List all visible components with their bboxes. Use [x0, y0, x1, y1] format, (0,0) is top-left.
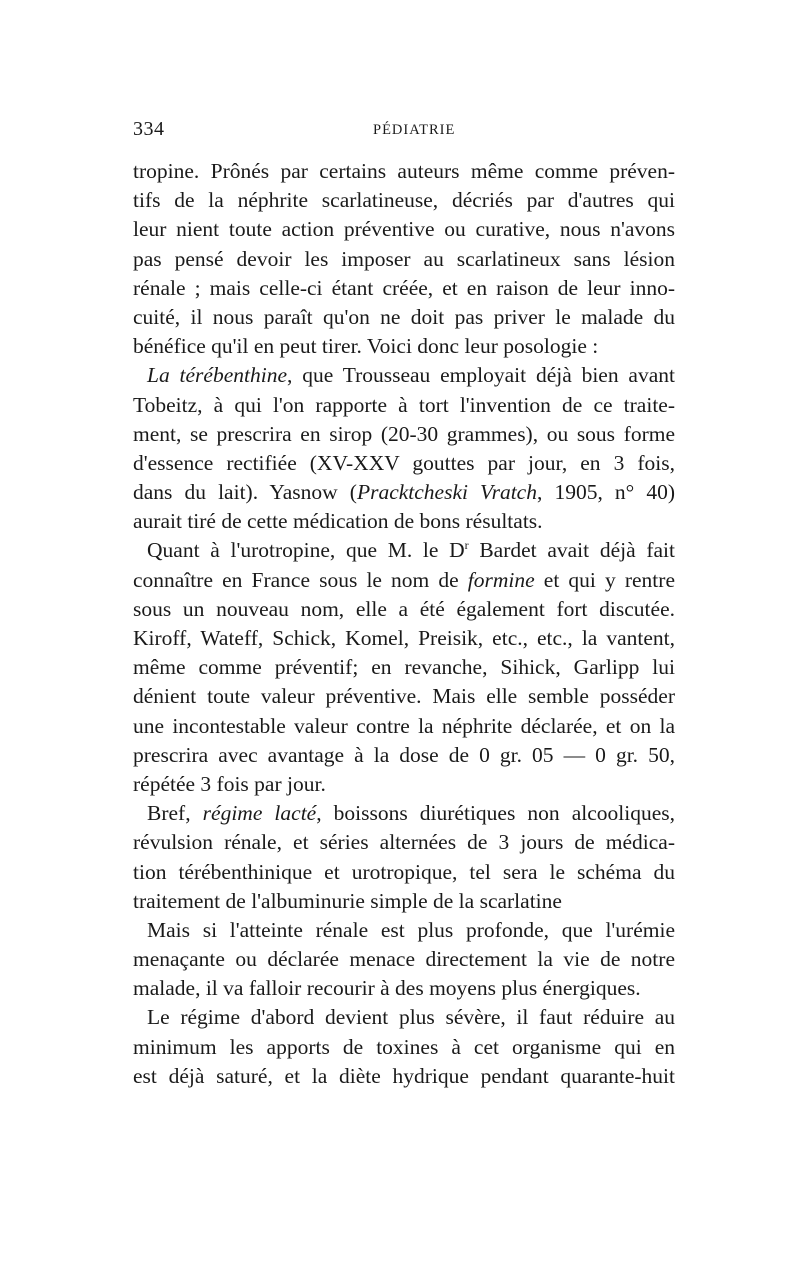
- superscript: r: [464, 538, 469, 553]
- italic-term: La térébenthine: [147, 363, 287, 388]
- text-line: même comme préventif; en revanche, Sihick, Garlipp lui: [133, 655, 675, 680]
- text-line: cuité, il nous paraît qu'on ne doit pas priver le malade du: [133, 304, 675, 329]
- text-line: traitement de l'albuminurie simple de la scarlatine: [133, 888, 562, 913]
- text-line: [133, 536, 675, 565]
- body-text: [133, 157, 675, 1091]
- text-run: , 1905, n° 40): [536, 480, 675, 505]
- text-line: [133, 361, 675, 390]
- text-line: [133, 566, 675, 595]
- italic-citation: Pracktcheski Vratch: [356, 480, 537, 505]
- text-line: d'essence rectifiée (XV-XXV gouttes par jour, en 3 fois,: [133, 450, 675, 475]
- text-line: aurait tiré de cette médication de bons résultats.: [133, 509, 543, 534]
- text-line: malade, il va falloir recourir à des moyens plus énergiques.: [133, 976, 641, 1001]
- text-run: connaître en France sous le nom de: [133, 567, 468, 592]
- text-line: Mais si l'atteinte rénale est plus profonde, que l'urémie: [147, 917, 675, 942]
- text-line: tion térébenthinique et urotropique, tel sera le schéma du: [133, 859, 675, 884]
- text-run: et qui y rentre: [534, 567, 675, 592]
- page-number: 334: [133, 118, 165, 140]
- text-line: rénale ; mais celle-ci étant créée, et en raison de leur inno-: [133, 275, 675, 300]
- text-run: Quant à l'urotropine, que M. le D: [147, 538, 465, 563]
- text-line: tropine. Prônés par certains auteurs même comme préven-: [133, 159, 675, 183]
- text-run: , boissons diurétiques non alcooliques,: [316, 801, 676, 826]
- text-line: répétée 3 fois par jour.: [133, 771, 326, 796]
- text-run: dans du lait). Yasnow (: [133, 480, 357, 505]
- text-line: minimum les apports de toxines à cet organisme qui en: [133, 1034, 675, 1059]
- italic-term: formine: [467, 567, 535, 592]
- running-head: [133, 118, 673, 148]
- text-line: menaçante ou déclarée menace directement la vie de notre: [133, 947, 675, 972]
- text-line: bénéfice qu'il en peut tirer. Voici donc leur posologie :: [133, 334, 599, 359]
- running-title: PÉDIATRIE: [373, 122, 456, 138]
- text-run: Bardet avait déjà fait: [468, 538, 675, 563]
- text-run: , que Trousseau employait déjà bien avant: [287, 363, 675, 388]
- text-line: [133, 799, 675, 828]
- text-run: Bref,: [147, 801, 203, 826]
- text-line: révulsion rénale, et séries alternées de 3 jours de médica-: [133, 830, 675, 855]
- text-line: [133, 478, 675, 507]
- text-line: Tobeitz, à qui l'on rapporte à tort l'invention de ce traite-: [133, 392, 675, 417]
- text-line: dénient toute valeur préventive. Mais elle semble posséder: [133, 684, 675, 709]
- text-line: sous un nouveau nom, elle a été également fort discutée.: [133, 596, 675, 621]
- text-line: prescrira avec avantage à la dose de 0 gr. 05 — 0 gr. 50,: [133, 742, 675, 767]
- text-line: ment, se prescrira en sirop (20-30 grammes), ou sous forme: [133, 421, 675, 446]
- italic-term: régime lacté: [202, 801, 317, 826]
- text-line: Le régime d'abord devient plus sévère, il faut réduire au: [147, 1005, 675, 1030]
- text-line: est déjà saturé, et la diète hydrique pendant quarante-huit: [133, 1063, 675, 1088]
- text-line: pas pensé devoir les imposer au scarlatineux sans lésion: [133, 246, 675, 271]
- text-line: tifs de la néphrite scarlatineuse, décriés par d'autres qui: [133, 188, 675, 213]
- text-line: leur nient toute action préventive ou curative, nous n'avons: [133, 217, 675, 242]
- text-line: une incontestable valeur contre la néphrite déclarée, et on la: [133, 713, 675, 738]
- text-line: Kiroff, Wateff, Schick, Komel, Preisik, etc., etc., la vantent,: [133, 626, 675, 650]
